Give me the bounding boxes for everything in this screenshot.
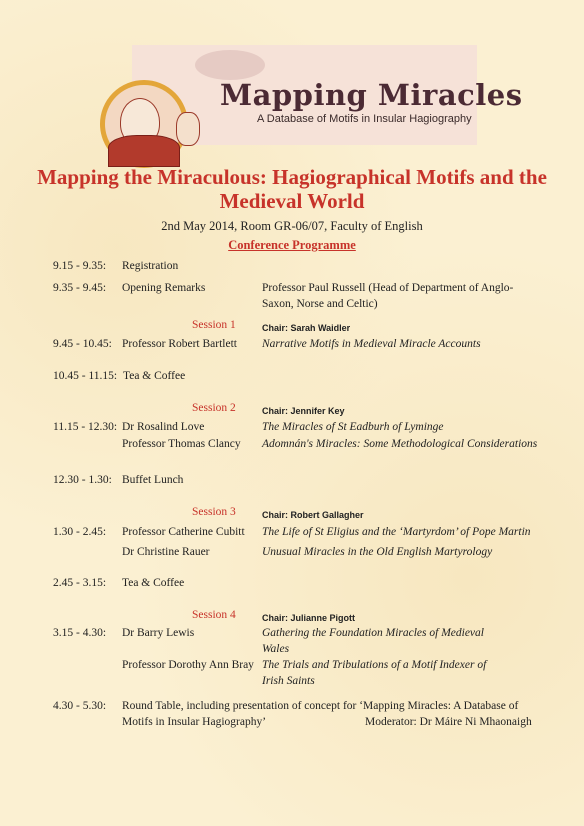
raised-hand-illustration xyxy=(176,112,200,146)
session-chair: Chair: Julianne Pigott xyxy=(262,613,356,623)
talk-title: The Life of St Eligius and the ‘Martyrdom’ of Pope Martin xyxy=(262,526,531,538)
item-label: Tea & Coffee xyxy=(122,577,185,589)
moderator: Moderator: Dr Máire Ni Mhaonaigh xyxy=(365,716,532,728)
round-table-description: Round Table, including presentation of concept for ‘Mapping Miracles: A Database of Motifs in Insular Hagiography’ xyxy=(122,700,519,728)
page-title: Mapping the Miraculous: Hagiographical Motifs and the Medieval World xyxy=(37,165,547,213)
speaker-name: Dr Rosalind Love xyxy=(122,421,205,433)
time-slot: 11.15 - 12.30: xyxy=(53,421,118,433)
session-label: Session 3 xyxy=(192,506,236,518)
session-label: Session 2 xyxy=(192,402,236,414)
item-label: Opening Remarks xyxy=(122,282,206,294)
banner-title: Mapping Miracles xyxy=(220,78,523,112)
speaker-name: Professor Thomas Clancy xyxy=(122,438,241,450)
talk-title: The Miracles of St Eadburh of Lyminge xyxy=(262,421,444,433)
time-slot: 9.45 - 10.45: xyxy=(53,338,112,350)
talk-title: Adomnán's Miracles: Some Methodological Considerations xyxy=(262,438,538,450)
time-slot: 9.15 - 9.35: xyxy=(53,260,107,272)
session-label: Session 1 xyxy=(192,319,236,331)
time-slot: 10.45 - 11.15: xyxy=(53,370,118,382)
saint-robe-illustration xyxy=(108,135,180,167)
programme-title: Conference Programme xyxy=(228,238,356,252)
time-slot: 3.15 - 4.30: xyxy=(53,627,107,639)
speaker-note: Professor Paul Russell (Head of Department of Anglo-Saxon, Norse and Celtic) xyxy=(262,282,514,310)
time-slot: 1.30 - 2.45: xyxy=(53,526,107,538)
speaker-name: Professor Dorothy Ann Bray xyxy=(122,659,254,671)
speaker-name: Dr Christine Rauer xyxy=(122,546,210,558)
talk-title: Unusual Miracles in the Old English Martyrology xyxy=(262,546,493,558)
item-label: Registration xyxy=(122,260,179,272)
session-label: Session 4 xyxy=(192,609,236,621)
time-slot: 2.45 - 3.15: xyxy=(53,577,107,589)
cloud-illustration xyxy=(195,50,265,80)
session-chair: Chair: Robert Gallagher xyxy=(262,510,364,520)
speaker-name: Dr Barry Lewis xyxy=(122,627,195,639)
talk-title: Narrative Motifs in Medieval Miracle Accounts xyxy=(262,338,481,350)
talk-title: The Trials and Tribulations of a Motif Indexer of Irish Saints xyxy=(262,659,487,687)
time-slot: 12.30 - 1.30: xyxy=(53,474,112,486)
talk-title: Gathering the Foundation Miracles of Medieval Wales xyxy=(262,627,484,655)
session-chair: Chair: Sarah Waidler xyxy=(262,323,351,333)
speaker-name: Professor Catherine Cubitt xyxy=(122,526,245,538)
item-label: Buffet Lunch xyxy=(122,474,184,486)
date-location: 2nd May 2014, Room GR-06/07, Faculty of English xyxy=(161,219,423,233)
item-label: Tea & Coffee xyxy=(123,370,186,382)
time-slot: 4.30 - 5.30: xyxy=(53,700,107,712)
time-slot: 9.35 - 9.45: xyxy=(53,282,107,294)
speaker-name: Professor Robert Bartlett xyxy=(122,338,237,350)
session-chair: Chair: Jennifer Key xyxy=(262,406,345,416)
banner-subtitle: A Database of Motifs in Insular Hagiography xyxy=(257,113,472,125)
